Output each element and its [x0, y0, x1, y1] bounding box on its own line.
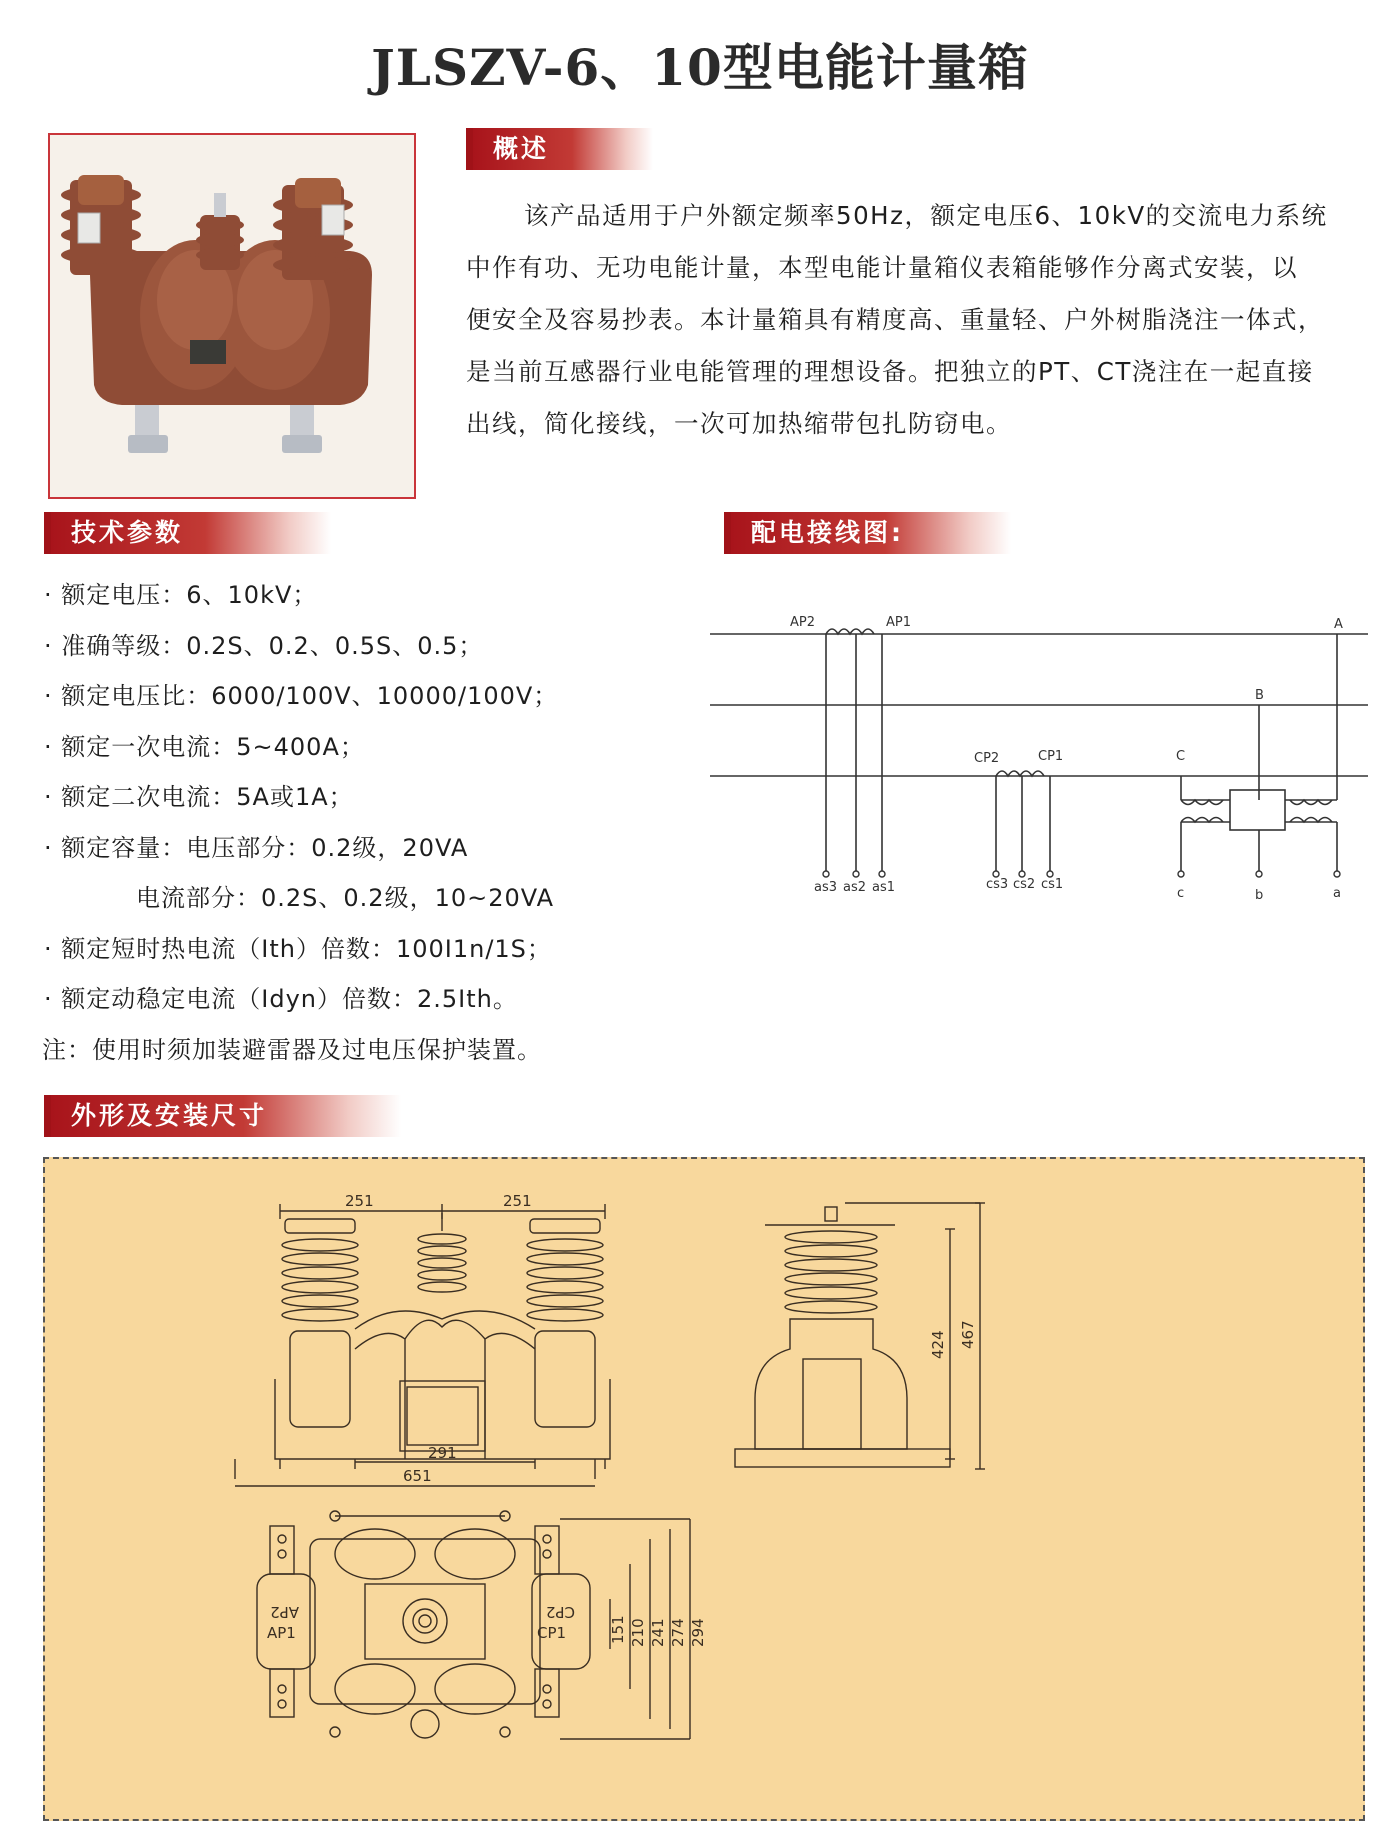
dimension-drawing: [43, 1157, 1365, 1821]
wiring-diagram: [700, 600, 1370, 910]
section-bar: [466, 128, 473, 170]
label-cp2-top: CP2: [545, 1603, 575, 1621]
spec-item: 电流部分：0.2S、0.2级，10~20VA: [136, 884, 555, 912]
page-title: JLSZV-6、10型电能计量箱: [371, 38, 1029, 97]
overview-line: 是当前互感器行业电能管理的理想设备。把独立的PT、CT浇注在一起直接: [466, 357, 1314, 386]
dim-294: 294: [689, 1618, 707, 1647]
section-bar: [724, 512, 731, 554]
product-photo: [48, 133, 416, 499]
label-a: a: [1333, 886, 1341, 901]
label-cs2: cs2: [1013, 877, 1036, 892]
dim-424: 424: [929, 1330, 947, 1359]
label-ap2: AP2: [790, 615, 816, 630]
label-cp1: CP1: [1038, 749, 1064, 764]
label-as2: as2: [843, 880, 867, 895]
label-ap1-top: AP1: [267, 1624, 296, 1642]
spec-item: · 额定动稳定电流（Idyn）倍数：2.5Ith。: [44, 985, 518, 1013]
section-wiring-label: 配电接线图:: [731, 512, 1011, 554]
label-phase-B: B: [1255, 688, 1264, 703]
spec-item: · 额定短时热电流（Ith）倍数：100I1n/1S；: [44, 934, 552, 963]
dim-291: 291: [428, 1444, 457, 1462]
specs-list: [44, 570, 724, 1075]
overview-paragraph: [466, 190, 1371, 450]
label-c: c: [1177, 886, 1185, 901]
overview-line: 中作有功、无功电能计量，本型电能计量箱仪表箱能够作分离式安装，以: [466, 253, 1298, 282]
section-specs-header: [44, 512, 344, 554]
label-phase-C: C: [1176, 749, 1186, 764]
spec-item: · 准确等级：0.2S、0.2、0.5S、0.5；: [44, 631, 484, 660]
label-cp1-top: CP1: [537, 1624, 567, 1642]
label-cs1: cs1: [1041, 877, 1064, 892]
dim-241: 241: [649, 1618, 667, 1647]
label-cp2: CP2: [974, 751, 1000, 766]
section-overview-header: [466, 128, 766, 170]
label-b: b: [1255, 888, 1264, 903]
dim-274: 274: [669, 1618, 687, 1647]
label-cs3: cs3: [986, 877, 1009, 892]
label-phase-A: A: [1334, 617, 1343, 632]
label-ap2-top: AP2: [270, 1603, 299, 1621]
spec-item: · 额定二次电流：5A或1A；: [44, 783, 354, 811]
label-ap1: AP1: [886, 615, 912, 630]
overview-line: 出线，简化接线，一次可加热缩带包扎防窃电。: [466, 409, 1012, 438]
dim-651: 651: [403, 1467, 432, 1485]
section-wiring-header: [724, 512, 1024, 554]
section-dimensions-label: 外形及安装尺寸: [51, 1095, 401, 1137]
section-bar: [44, 1095, 51, 1137]
dim-467: 467: [959, 1320, 977, 1349]
spec-item: · 额定电压：6、10kV；: [44, 581, 318, 609]
section-overview-label: 概述: [473, 128, 653, 170]
dim-210: 210: [629, 1618, 647, 1647]
dim-251-left: 251: [345, 1192, 374, 1210]
dim-251-right: 251: [503, 1192, 532, 1210]
spec-item: · 额定容量：电压部分：0.2级，20VA: [44, 833, 469, 862]
section-bar: [44, 512, 51, 554]
spec-item: · 额定电压比：6000/100V、10000/100V；: [44, 682, 559, 710]
label-as3: as3: [814, 880, 838, 895]
spec-item: · 额定一次电流：5~400A；: [44, 732, 365, 761]
overview-line: 便安全及容易抄表。本计量箱具有精度高、重量轻、户外树脂浇注一体式，: [466, 305, 1324, 334]
overview-line: 该产品适用于户外额定频率50Hz，额定电压6、10kV的交流电力系统: [524, 201, 1328, 230]
dim-151: 151: [609, 1615, 627, 1644]
label-as1: as1: [872, 880, 896, 895]
section-dimensions-header: [44, 1095, 404, 1137]
spec-note: 注：使用时须加装避雷器及过电压保护装置。: [42, 1035, 542, 1064]
section-specs-label: 技术参数: [51, 512, 331, 554]
